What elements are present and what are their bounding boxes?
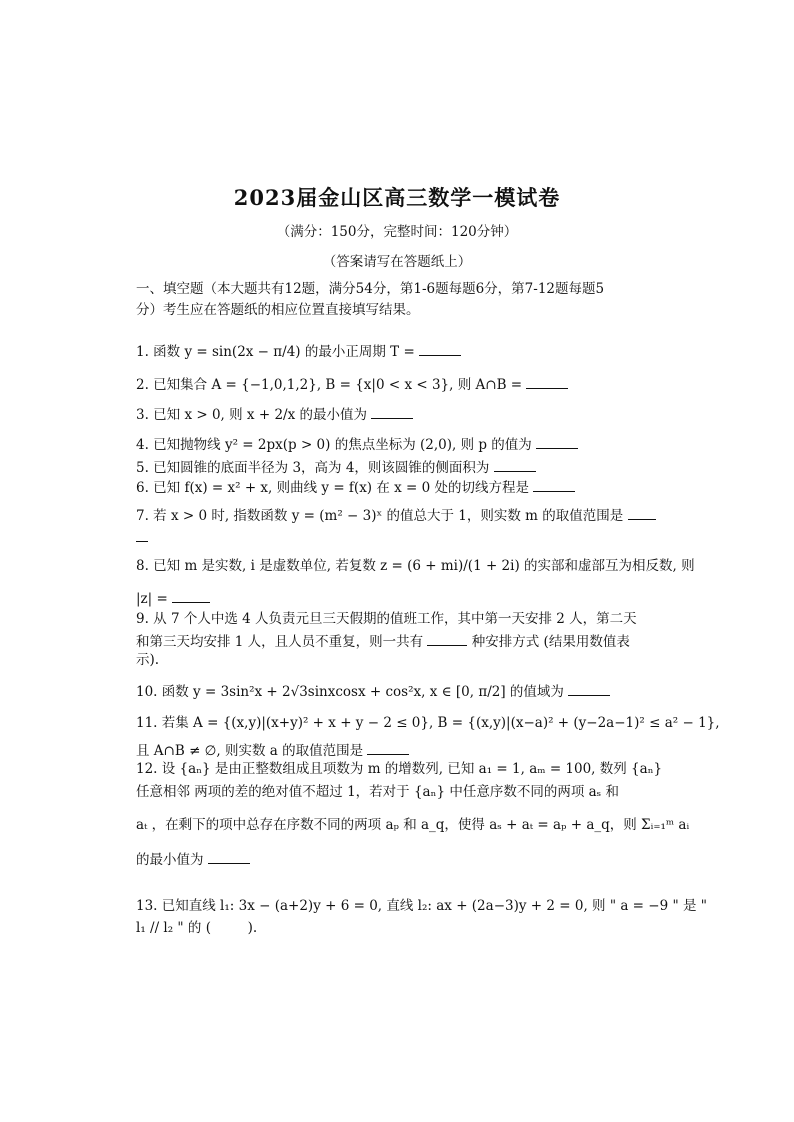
question-8-continued (136, 588, 210, 608)
answer-blank[interactable] (172, 588, 210, 603)
question-13: 13. 已知直线 l₁: 3x − (a+2)y + 6 = 0, 直线 l₂: ax + (2a−3)y + 2 = 0, 则 " a = −9 " 是 " (136, 898, 707, 914)
question-9-text-b: 种安排方式 (结果用数值表 (471, 634, 630, 650)
question-8-abs-z: |z| = (136, 591, 168, 607)
question-7-continued (136, 527, 148, 547)
question-4 (136, 434, 578, 454)
question-2 (136, 374, 568, 394)
question-12-line2: 任意相邻 两项的差的绝对值不超过 1，若对于 {aₙ} 中任意序数不同的两项 aₛ 和 (136, 784, 619, 800)
question-9: 9. 从 7 个人中选 4 人负责元旦三天假期的值班工作，其中第一天安排 2 人，第二天 (136, 611, 637, 627)
section-header-line2: 分）考生应在答题纸的相应位置直接填写结果。 (136, 302, 420, 318)
question-10-text: 10. 函数 y = 3sin²x + 2√3sinxcosx + cos²x, x ∈ [0, π/2] 的值域为 (136, 684, 564, 700)
question-2-text: 2. 已知集合 A = {−1,0,1,2}, B = {x|0 < x < 3}, 则 A∩B = (136, 377, 523, 393)
answer-blank[interactable] (367, 740, 409, 755)
question-7-text: 7. 若 x > 0 时, 指数函数 y = (m² − 3)ˣ 的值总大于 1，则实数 m 的取值范围是 (136, 508, 624, 524)
answer-blank[interactable] (536, 434, 578, 449)
question-13-continued (136, 919, 257, 937)
question-7 (136, 505, 656, 525)
question-1 (136, 341, 461, 361)
question-5 (136, 457, 536, 477)
answer-blank[interactable] (628, 505, 656, 520)
question-12-line4 (136, 849, 250, 869)
page-title: 2023届金山区高三数学一模试卷 (233, 185, 561, 210)
answer-note: （答案请写在答题纸上） (322, 254, 472, 270)
question-13-close: ). (247, 920, 258, 936)
question-6 (136, 477, 575, 497)
answer-blank[interactable] (371, 404, 413, 419)
question-11-continued (136, 740, 409, 760)
question-11: 11. 若集 A = {(x,y)|(x+y)² + x + y − 2 ≤ 0}, B = {(x,y)|(x−a)² + (y−2a−1)² ≤ a² − 1}, (136, 715, 720, 731)
answer-blank[interactable] (208, 849, 250, 864)
section-header-line1: 一、填空题（本大题共有12题，满分54分，第1-6题每题6分，第7-12题每题5 (136, 281, 605, 297)
question-9-line2 (136, 631, 630, 651)
question-3-text: 3. 已知 x > 0, 则 x + 2/x 的最小值为 (136, 407, 367, 423)
answer-blank-continued[interactable] (136, 527, 148, 542)
answer-blank[interactable] (568, 681, 610, 696)
answer-blank[interactable] (419, 341, 461, 356)
question-12-line3: aₜ ，在剩下的项中总存在序数不同的两项 aₚ 和 a_q，使得 aₛ + aₜ = aₚ + a_q，则 Σᵢ₌₁ᵐ aᵢ (136, 817, 690, 833)
question-12: 12. 设 {aₙ} 是由正整数组成且项数为 m 的增数列, 已知 a₁ = 1, aₘ = 100, 数列 {aₙ} (136, 761, 663, 777)
exam-subtitle: （满分：150分，完整时间：120分钟） (276, 224, 518, 240)
question-5-text: 5. 已知圆锥的底面半径为 3，高为 4，则该圆锥的侧面积为 (136, 460, 490, 476)
question-3 (136, 404, 413, 424)
question-10 (136, 681, 610, 701)
question-9-line3: 示). (136, 652, 160, 668)
question-6-text: 6. 已知 f(x) = x² + x, 则曲线 y = f(x) 在 x = 0 处的切线方程是 (136, 480, 530, 496)
question-9-text-a: 和第三天均安排 1 人，且人员不重复，则一共有 (136, 634, 424, 650)
question-8: 8. 已知 m 是实数, i 是虚数单位, 若复数 z = (6 + mi)/(1 + 2i) 的实部和虚部互为相反数, 则 (136, 558, 695, 574)
question-12-text: 的最小值为 (136, 852, 204, 868)
answer-blank[interactable] (494, 457, 536, 472)
question-13-text: l₁ // l₂ " 的 ( (136, 920, 211, 936)
answer-blank[interactable] (427, 631, 467, 646)
question-1-text: 1. 函数 y = sin(2x − π/4) 的最小正周期 T = (136, 344, 415, 360)
answer-blank[interactable] (526, 374, 568, 389)
answer-blank[interactable] (533, 477, 575, 492)
question-11-text: 且 A∩B ≠ ∅, 则实数 a 的取值范围是 (136, 743, 364, 759)
question-4-text: 4. 已知抛物线 y² = 2px(p > 0) 的焦点坐标为 (2,0), 则 p 的值为 (136, 437, 532, 453)
